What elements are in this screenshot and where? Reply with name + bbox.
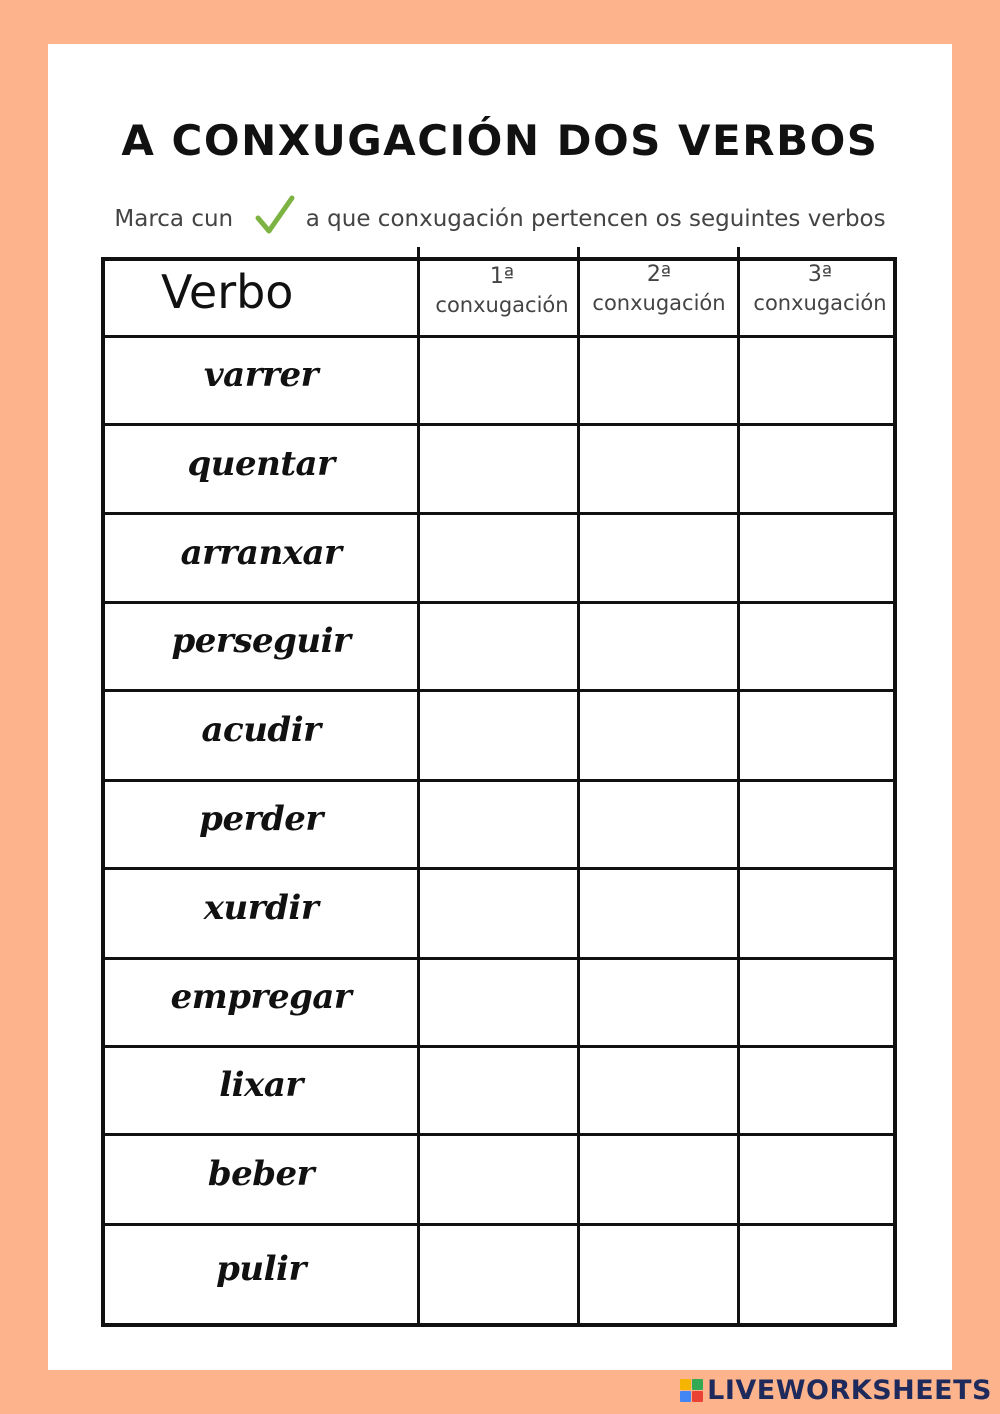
answer-cell-row-3-col-1[interactable]	[420, 515, 577, 601]
answer-cell-row-5-col-3[interactable]	[740, 692, 893, 779]
answer-cell-row-10-col-3[interactable]	[740, 1136, 893, 1223]
verb-label: arranxar	[180, 532, 342, 573]
answer-cell-row-8-col-3[interactable]	[740, 960, 893, 1045]
header-col-3	[740, 261, 900, 317]
answer-cell-row-7-col-2[interactable]	[580, 870, 737, 957]
answer-cell-row-6-col-2[interactable]	[580, 782, 737, 867]
verb-label: pulir	[216, 1249, 306, 1289]
verb-label: lixar	[219, 1065, 303, 1105]
brand-text: LIVEWORKSHEETS	[707, 1375, 992, 1406]
answer-cell-row-3-col-2[interactable]	[580, 515, 737, 601]
answer-cell-row-10-col-1[interactable]	[420, 1136, 577, 1223]
verb-label: quentar	[187, 443, 335, 484]
verb-label: varrer	[203, 355, 319, 395]
answer-cell-row-1-col-3[interactable]	[740, 338, 893, 423]
verb-label: perder	[199, 799, 323, 839]
header-col-2-number: 2ª	[646, 262, 672, 287]
answer-cell-row-6-col-3[interactable]	[740, 782, 893, 867]
answer-cell-row-9-col-1[interactable]	[420, 1048, 577, 1133]
answer-cell-row-4-col-2[interactable]	[580, 604, 737, 689]
answer-cell-row-11-col-1[interactable]	[420, 1226, 577, 1323]
answer-cell-row-9-col-3[interactable]	[740, 1048, 893, 1133]
header-col-3-label: conxugación	[753, 290, 887, 315]
conjugation-table	[101, 257, 897, 1327]
answer-cell-row-2-col-2[interactable]	[580, 426, 737, 512]
header-col-3-number: 3ª	[807, 262, 833, 287]
verb-label: xurdir	[203, 888, 319, 928]
header-col-1	[422, 263, 582, 319]
answer-cell-row-2-col-1[interactable]	[420, 426, 577, 512]
instruction-text-before: Marca cun	[114, 206, 234, 232]
answer-cell-row-4-col-3[interactable]	[740, 604, 893, 689]
answer-cell-row-9-col-2[interactable]	[580, 1048, 737, 1133]
header-verbo: Verbo	[161, 265, 294, 319]
answer-cell-row-11-col-3[interactable]	[740, 1226, 893, 1323]
header-col-1-label: conxugación	[435, 292, 569, 317]
answer-cell-row-1-col-1[interactable]	[420, 338, 577, 423]
liveworksheets-logo-icon	[680, 1379, 703, 1402]
answer-cell-row-4-col-1[interactable]	[420, 604, 577, 689]
answer-cell-row-1-col-2[interactable]	[580, 338, 737, 423]
answer-cell-row-10-col-2[interactable]	[580, 1136, 737, 1223]
worksheet-title: A CONXUGACIÓN DOS VERBOS	[121, 116, 879, 165]
header-col-2-label: conxugación	[592, 290, 726, 315]
header-col-1-number: 1ª	[489, 264, 515, 289]
answer-cell-row-11-col-2[interactable]	[580, 1226, 737, 1323]
answer-cell-row-7-col-1[interactable]	[420, 870, 577, 957]
header-col-2	[579, 261, 739, 317]
instruction-text-after: a que conxugación pertencen os seguintes verbos	[305, 206, 886, 232]
answer-cell-row-5-col-1[interactable]	[420, 692, 577, 779]
answer-cell-row-7-col-3[interactable]	[740, 870, 893, 957]
verb-label: beber	[207, 1154, 315, 1194]
checkmark-icon	[252, 194, 296, 238]
answer-cell-row-5-col-2[interactable]	[580, 692, 737, 779]
answer-cell-row-8-col-1[interactable]	[420, 960, 577, 1045]
answer-cell-row-8-col-2[interactable]	[580, 960, 737, 1045]
verb-label: empregar	[170, 977, 352, 1017]
answer-cell-row-3-col-3[interactable]	[740, 515, 893, 601]
liveworksheets-brand	[680, 1375, 992, 1406]
verb-label: perseguir	[171, 621, 351, 661]
instruction-line	[48, 194, 952, 238]
answer-cell-row-6-col-1[interactable]	[420, 782, 577, 867]
verb-label: acudir	[201, 710, 321, 750]
answer-cell-row-2-col-3[interactable]	[740, 426, 893, 512]
